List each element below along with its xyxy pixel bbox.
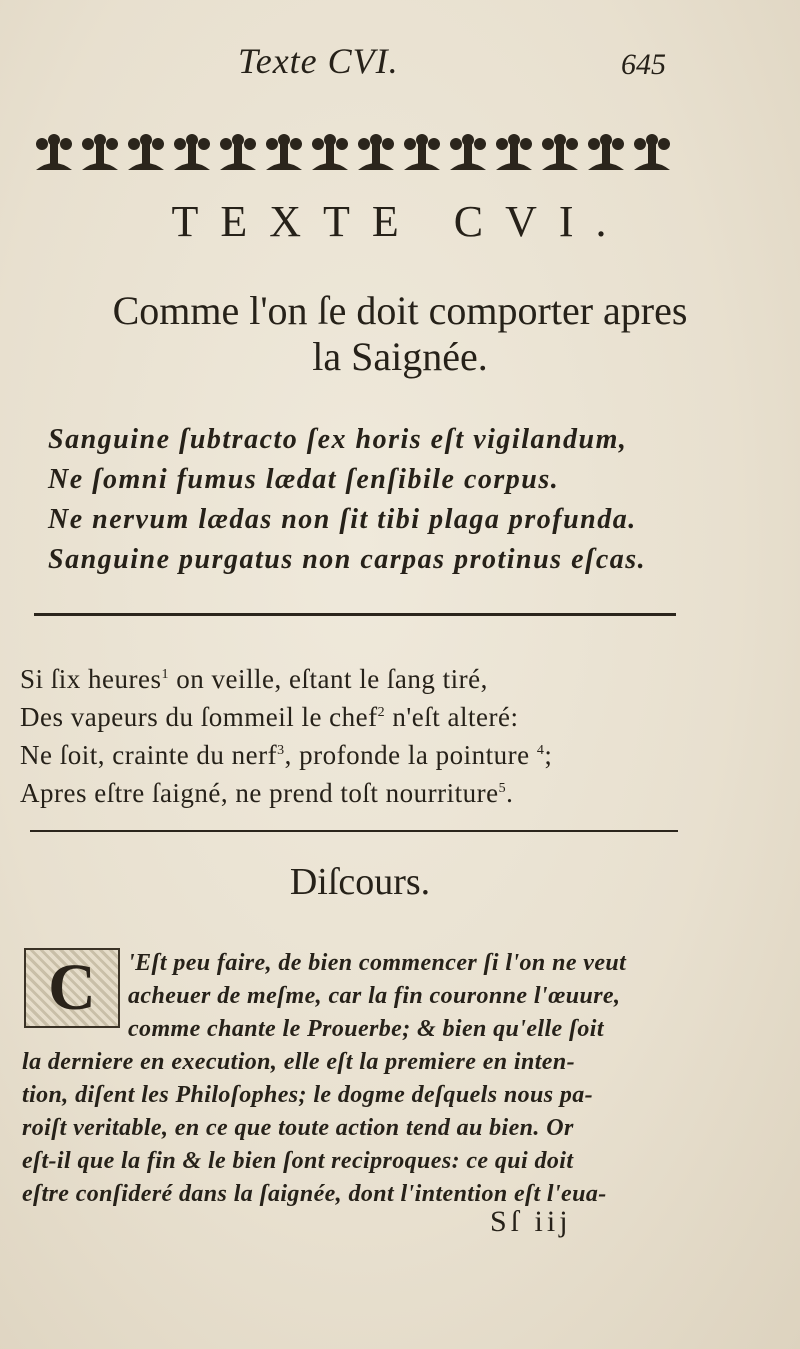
fleuron-ornament-row	[30, 130, 690, 178]
footnote-marker: 4	[536, 743, 545, 758]
footnote-marker: 5	[498, 781, 507, 796]
french-verse-line: Des vapeurs du ſommeil le chef$^2$ n'eſt alteré:	[20, 702, 519, 732]
footnote-marker: 2	[377, 705, 386, 720]
french-verse-line: Ne ſoit, crainte du nerf$^3$, profonde la pointure $^4$;	[20, 740, 553, 770]
discourse-line: la derniere en execution, elle eſt la premiere en inten-	[22, 1049, 575, 1075]
discourse-line: roiſt veritable, en ce que toute action tend au bien. Or	[22, 1115, 574, 1141]
running-head: Texte CVI.	[238, 41, 399, 81]
discourse-line: tion, diſent les Philoſophes; le dogme deſquels nous pa-	[22, 1082, 594, 1108]
latin-verse	[48, 420, 646, 580]
footnote-marker: 3	[277, 743, 285, 758]
discourse-line: 'Eſt peu faire, de bien commencer ſi l'on ne veut	[128, 950, 627, 976]
drop-cap-letter: C	[48, 951, 96, 1024]
page-number: 645	[621, 48, 666, 81]
discourse-line: comme chante le Prouerbe; & bien qu'elle ſoit	[128, 1016, 604, 1042]
ornamental-initial	[24, 948, 120, 1028]
subtitle-line: Comme l'on ſe doit comporter apres	[112, 288, 688, 333]
subtitle-line: la Saignée.	[312, 334, 488, 379]
discourse-line: acheuer de meſme, car la fin couronne l'œuure,	[128, 983, 621, 1009]
discourse-line: eſt-il que la fin & le bien ſont reciproques: ce qui doit	[22, 1148, 574, 1174]
discourse-line: eſtre conſideré dans la ſaignée, dont l'intention eſt l'eua-	[22, 1181, 607, 1207]
signature-mark: Sſ iij	[490, 1205, 572, 1238]
chapter-subtitle	[40, 288, 760, 380]
french-verse-line: Si ſix heures$^1$ on veille, eſtant le ſang tiré,	[20, 664, 488, 694]
latin-verse-line: Ne nervum lædas non ſit tibi plaga profunda.	[48, 504, 637, 535]
divider-rule	[34, 613, 676, 616]
french-verse-line: Apres eſtre ſaigné, ne prend toſt nourriture$^5$.	[20, 778, 514, 808]
footnote-marker: 1	[161, 667, 169, 682]
latin-verse-line: Sanguine purgatus non carpas protinus eſcas.	[48, 544, 647, 575]
chapter-title: TEXTE CVI.	[171, 197, 629, 246]
latin-verse-line: Ne ſomni fumus lædat ſenſibile corpus.	[48, 464, 560, 495]
section-title: Diſcours.	[289, 861, 431, 903]
latin-verse-line: Sanguine ſubtracto ſex horis eſt vigilandum,	[48, 424, 628, 455]
french-verse	[20, 658, 552, 810]
divider-rule	[30, 830, 678, 832]
